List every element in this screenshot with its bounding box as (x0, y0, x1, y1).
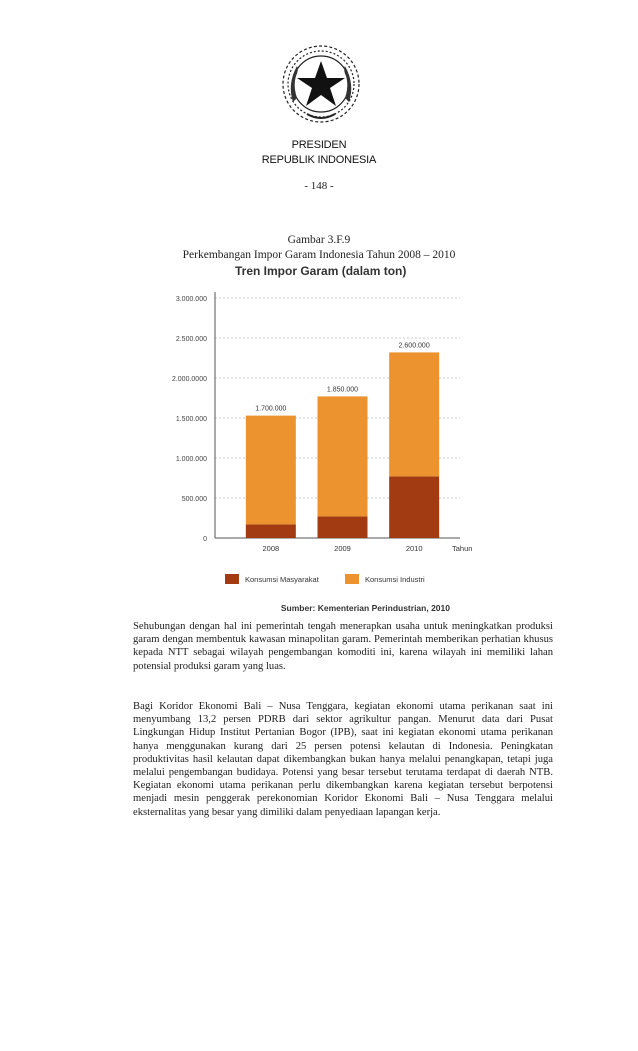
y-tick-label: 3.000.000 (175, 296, 207, 303)
x-tick-label: 2010 (405, 544, 423, 553)
stacked-bar-chart (160, 274, 480, 614)
legend-label: Konsumsi Industri (365, 575, 425, 584)
bar-total-label: 2.600.000 (398, 342, 430, 350)
chart-source: Sumber: Kementerian Perindustrian, 2010 (280, 603, 450, 613)
bar-konsumsi-industri (389, 352, 439, 476)
figure-caption: Perkembangan Impor Garam Indonesia Tahun 2008 – 2010 (182, 249, 456, 261)
y-tick-label: 2.000.0000 (171, 376, 207, 383)
y-tick-label: 1.000.000 (175, 456, 207, 463)
bar-konsumsi-industri (246, 416, 296, 525)
bar-konsumsi-masyarakat (389, 476, 439, 538)
chart-title: Tren Impor Garam (dalam ton) (235, 264, 407, 278)
figure-label: Gambar 3.F.9 (287, 234, 351, 246)
y-tick-label: 2.500.000 (175, 336, 207, 343)
bar-konsumsi-industri (318, 396, 368, 516)
chart (160, 262, 480, 617)
paragraph-2: Bagi Koridor Ekonomi Bali – Nusa Tenggara, kegiatan ekonomi utama perikanan saat ini menyumbang 13,2 persen PDRB dari sektor agrikultur pangan. Menurut data dari Pusat Lingkungan Hidup Institut Pertanian Bogor (IPB), saat ini kegiatan ekonomi utama perikanan hanya menggunakan kurang dari 25 persen potensi kelautan di Indonesia. Peningkatan produktivitas hasil kelautan dapat dikembangkan bukan hanya melalui penangkapan, tetapi juga melalui pengembangan budidaya. Potensi yang besar tersebut terutama terdapat di daerah NTB. Kegiatan ekonomi utama perikanan perlu dikembangkan karena kegiatan tersebut berpotensi menjadi mesin penggerak perekonomian Koridor Ekonomi Bali – Nusa Tenggara melalui eksternalitas yang besar yang dimiliki dalam penyediaan lapangan kerja. (133, 701, 553, 818)
garuda-star-emblem (279, 42, 363, 126)
header-presiden: PRESIDEN (291, 139, 347, 151)
y-tick-label: 500.000 (181, 496, 207, 503)
header-republik: REPUBLIK INDONESIA (261, 154, 377, 166)
page-number: - 148 - (304, 180, 334, 192)
x-axis-label: Tahun (452, 544, 473, 553)
bar-konsumsi-masyarakat (246, 524, 296, 538)
bar-konsumsi-masyarakat (318, 516, 368, 538)
star-icon (297, 61, 345, 106)
y-tick-label: 0 (203, 536, 207, 543)
x-tick-label: 2009 (334, 544, 351, 553)
legend-swatch (225, 574, 239, 584)
y-tick-label: 1.500.000 (175, 416, 207, 423)
legend-label: Konsumsi Masyarakat (245, 575, 319, 584)
legend-swatch (345, 574, 359, 584)
paragraph-1: Sehubungan dengan hal ini pemerintah tengah menerapkan usaha untuk meningkatkan produksi garam dengan membentuk kawasan minapolitan garam. Pemerintah memberikan perhatian khusus kepada NTT sebagai wilayah pengembangan komoditi ini, karena wilayah ini memiliki lahan potensial produksi garam yang luas. (133, 621, 553, 672)
bar-total-label: 1.700.000 (255, 405, 287, 413)
bar-total-label: 1.850.000 (326, 386, 359, 394)
x-tick-label: 2008 (262, 544, 280, 553)
